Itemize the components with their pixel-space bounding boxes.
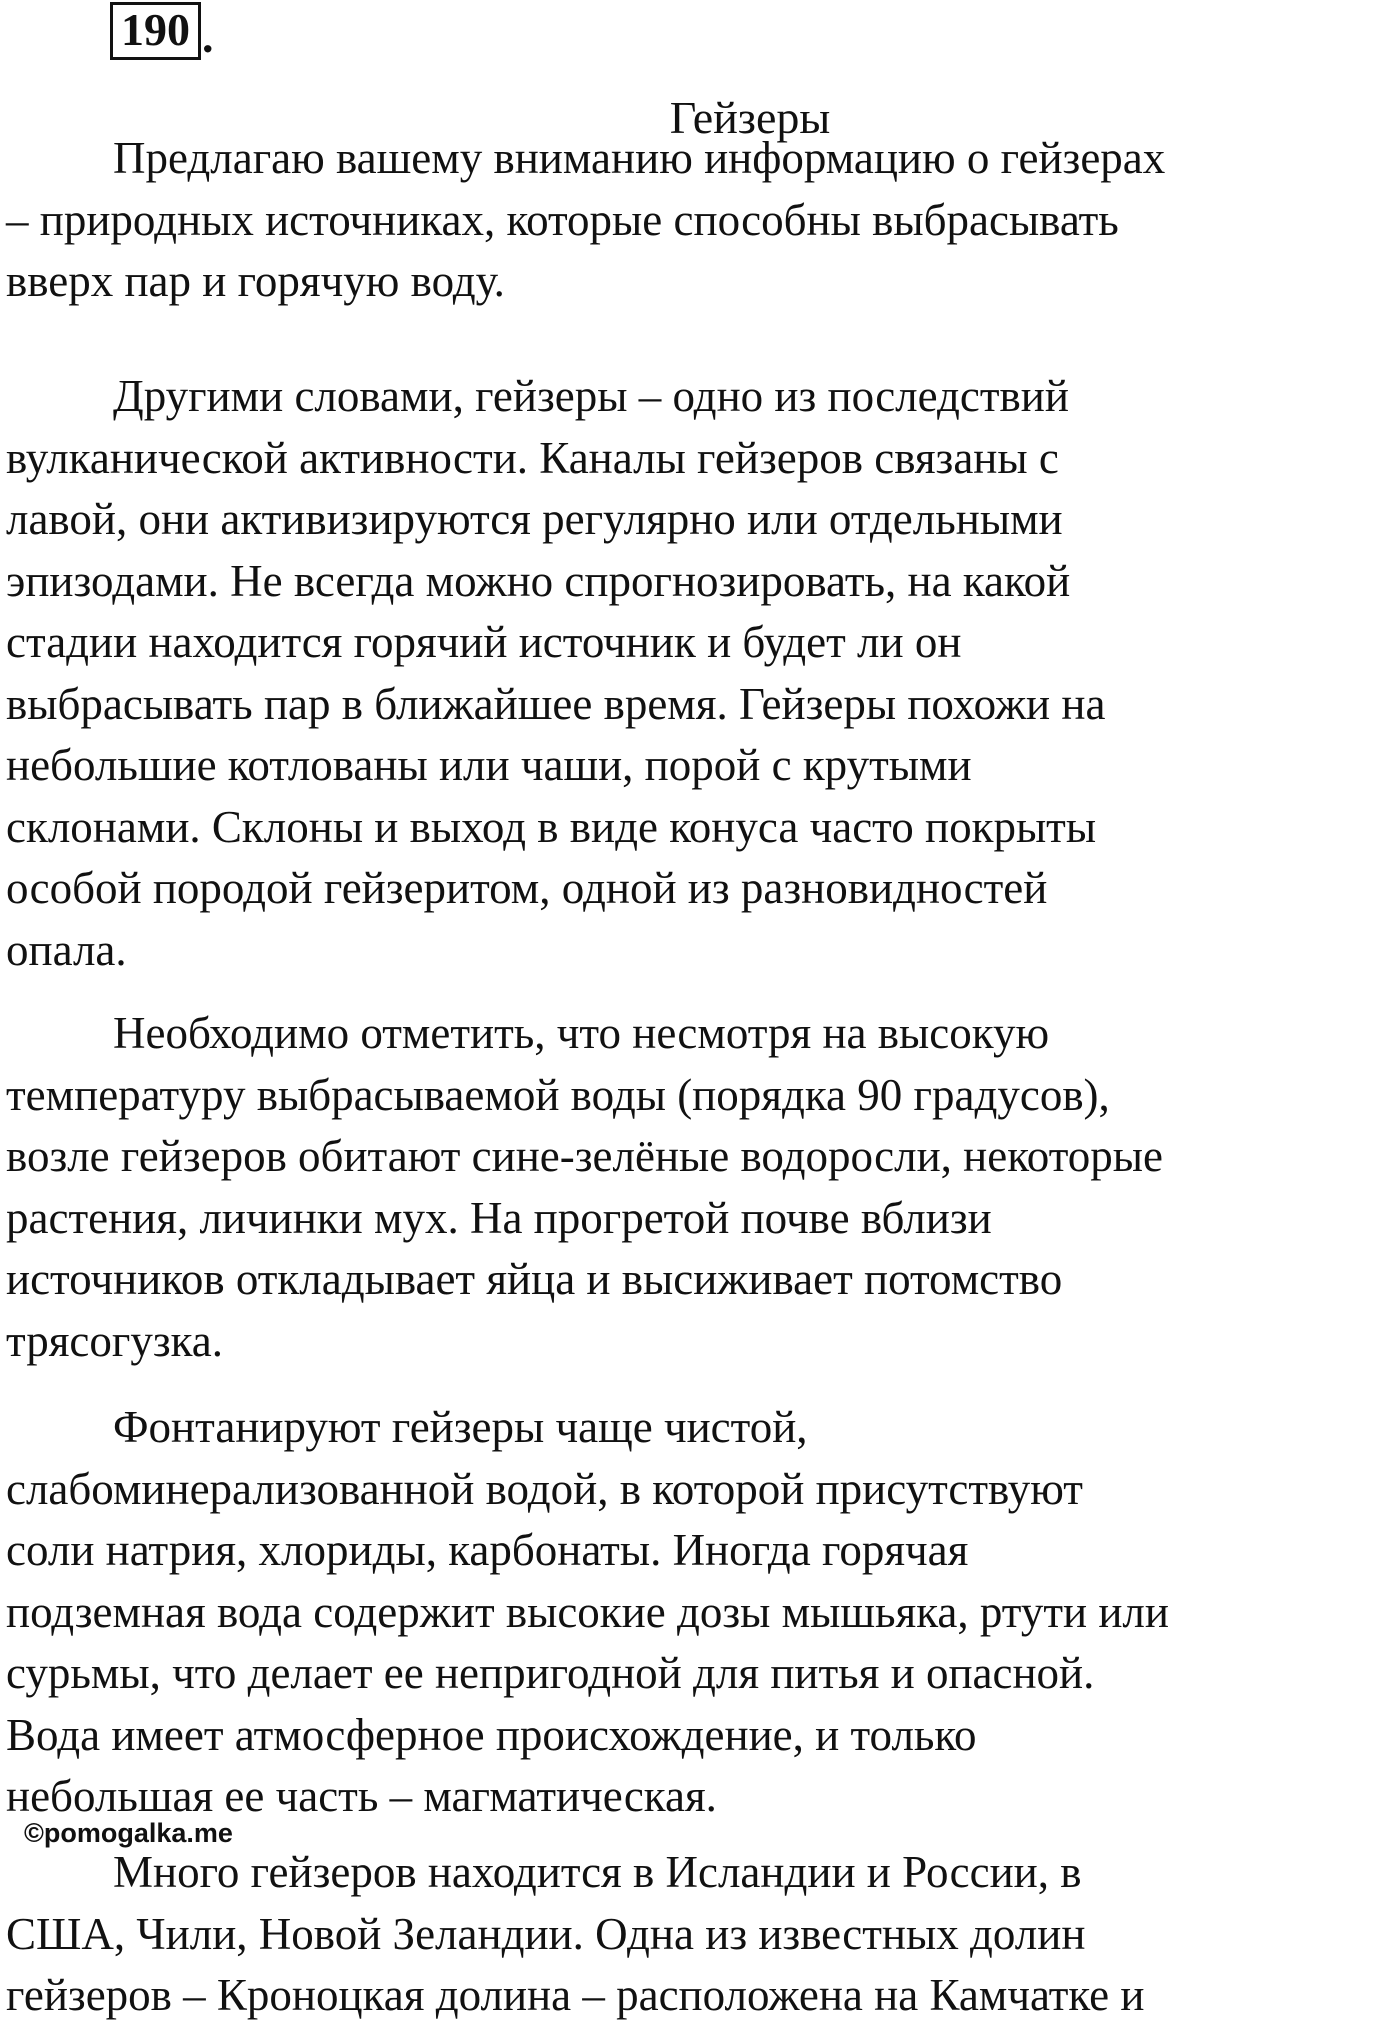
watermark: ©pomogalka.me bbox=[24, 1818, 233, 1848]
paragraph-line: источников откладывает яйца и высиживает потомство bbox=[6, 1254, 1063, 1304]
task-number-box: 190 bbox=[110, 2, 201, 60]
paragraph-line: вулканической активности. Каналы гейзеров связаны с bbox=[6, 432, 1059, 483]
paragraph-line: слабоминерализованной водой, в которой присутствуют bbox=[6, 1463, 1083, 1514]
paragraph-line: Фонтанируют гейзеры чаще чистой, bbox=[113, 1402, 808, 1452]
paragraph-line: Другими словами, гейзеры – одно из последствий bbox=[113, 371, 1069, 421]
paragraph-line: небольшая ее часть – магматическая. bbox=[6, 1771, 717, 1821]
paragraph-line: выбрасывать пар в ближайшее время. Гейзеры похожи на bbox=[6, 678, 1106, 729]
paragraph-line: соли натрия, хлориды, карбонаты. Иногда горячая bbox=[6, 1525, 969, 1575]
paragraph-line: Необходимо отметить, что несмотря на высокую bbox=[113, 1008, 1050, 1058]
paragraph-line: сурьмы, что делает ее непригодной для питья и опасной. bbox=[6, 1648, 1095, 1698]
paragraph-line: растения, личинки мух. На прогретой почве вблизи bbox=[6, 1192, 992, 1243]
paragraph-line: лавой, они активизируются регулярно или отдельными bbox=[6, 494, 1063, 544]
paragraph-line: Предлагаю вашему вниманию информацию о гейзерах bbox=[113, 133, 1166, 183]
task-number bbox=[110, 4, 214, 62]
text-title: Гейзеры bbox=[669, 92, 831, 143]
paragraph-line: эпизодами. Не всегда можно спрогнозировать, на какой bbox=[6, 555, 1071, 606]
paragraph-1 bbox=[6, 128, 1396, 313]
paragraph-line: трясогузка. bbox=[6, 1315, 224, 1366]
paragraph-line: особой породой гейзеритом, одной из разновидностей bbox=[6, 863, 1048, 913]
task-number-dot: . bbox=[202, 11, 214, 62]
paragraph-line: стадии находится горячий источник и будет ли он bbox=[6, 617, 962, 667]
paragraph-line: Вода имеет атмосферное происхождение, и только bbox=[6, 1709, 977, 1760]
paragraph-3 bbox=[6, 1003, 1396, 1372]
paragraph-line: склонами. Склоны и выход в виде конуса часто покрыты bbox=[6, 801, 1097, 852]
paragraph-4 bbox=[6, 1397, 1396, 1828]
paragraph-line: вверх пар и горячую воду. bbox=[6, 256, 505, 306]
paragraph-line: небольшие котлованы или чаши, порой с крутыми bbox=[6, 740, 972, 790]
paragraph-2 bbox=[6, 366, 1396, 981]
paragraph-line: опала. bbox=[6, 924, 127, 975]
paragraph-line: возле гейзеров обитают сине-зелёные водоросли, некоторые bbox=[6, 1131, 1163, 1181]
paragraph-line: гейзеров – Кроноцкая долина – расположена на Камчатке и bbox=[6, 1970, 1145, 2020]
paragraph-line: подземная вода содержит высокие дозы мышьяка, ртути или bbox=[6, 1586, 1169, 1637]
paragraph-line: Много гейзеров находится в Исландии и России, в bbox=[113, 1847, 1082, 1897]
paragraph-5 bbox=[6, 1842, 1396, 2027]
paragraph-line: температуру выбрасываемой воды (порядка 90 градусов), bbox=[6, 1069, 1110, 1120]
paragraph-line: США, Чили, Новой Зеландии. Одна из известных долин bbox=[6, 1908, 1086, 1959]
paragraph-line: – природных источниках, которые способны выбрасывать bbox=[6, 194, 1119, 245]
